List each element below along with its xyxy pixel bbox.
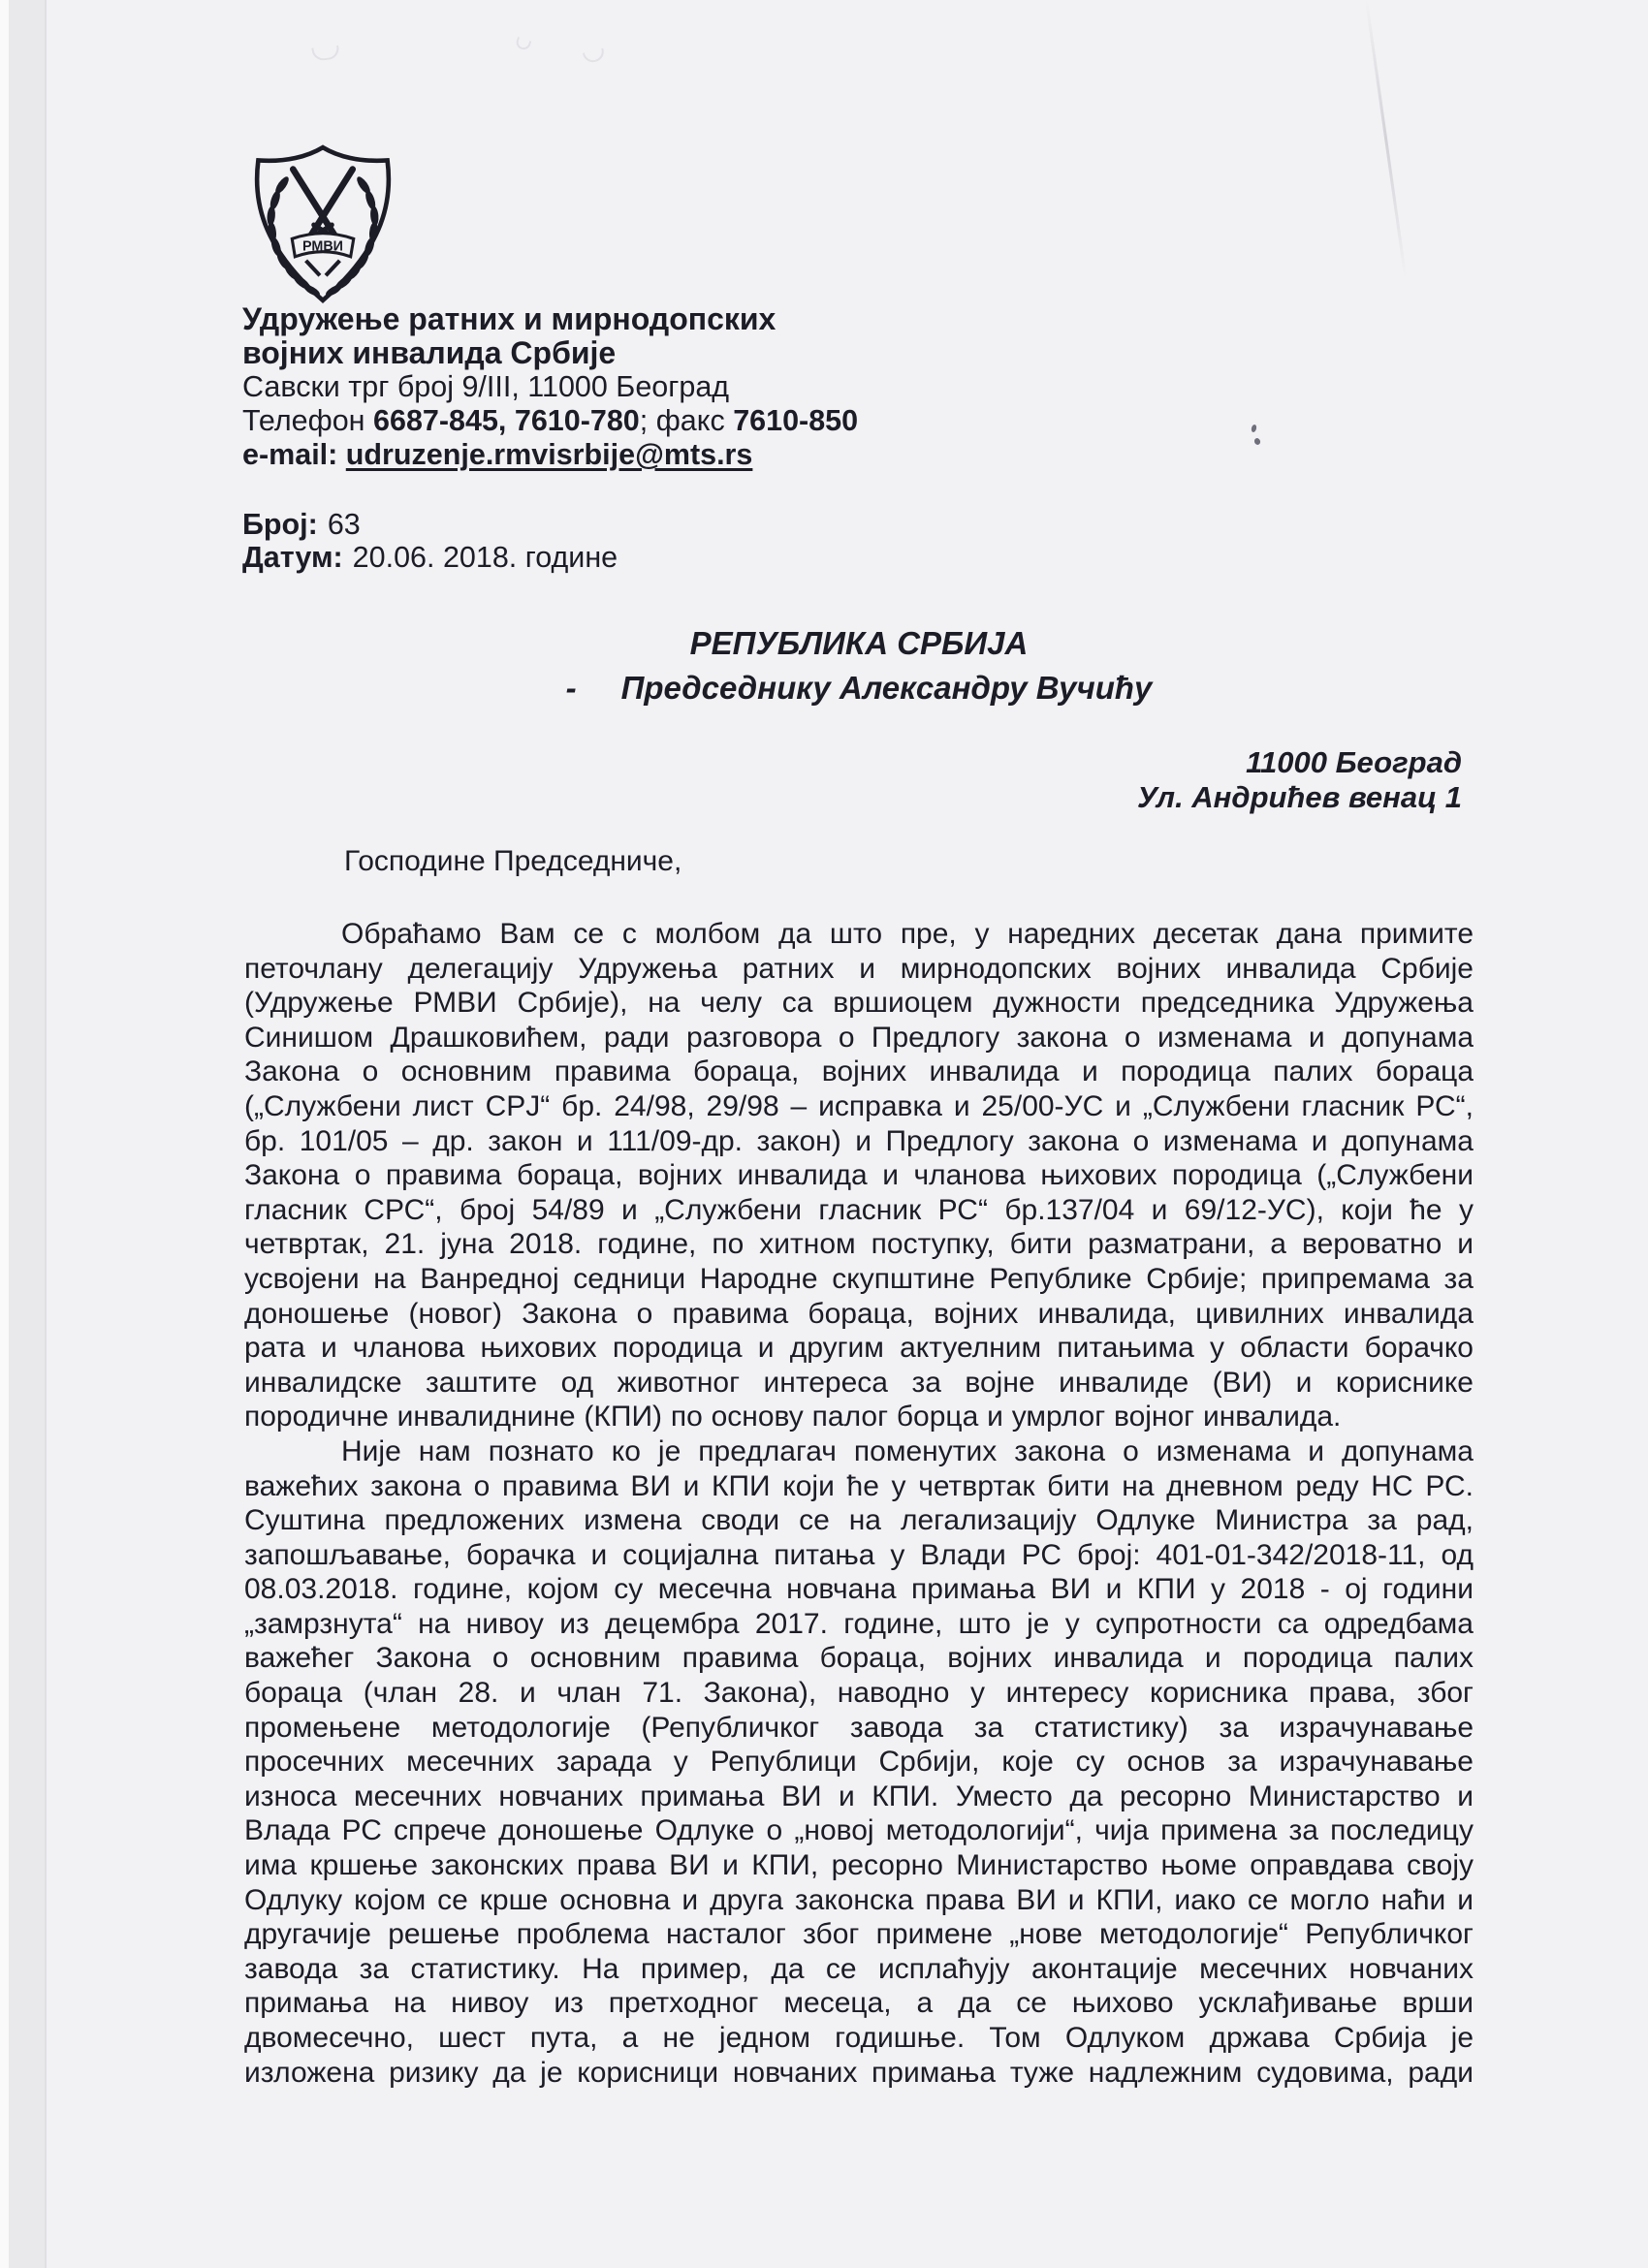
body-line: (Удружење РМВИ Србије), на челу са вршиоцем дужности председника Удружења (244, 987, 1474, 1020)
fax-number: 7610-850 (733, 404, 859, 437)
letterhead (242, 302, 858, 472)
email-label: e-mail: (242, 438, 346, 471)
body-line: гласник СРС“, број 54/89 и „Службени гласник РС“ бр.137/04 и 69/12-УС), који ће у (244, 1193, 1474, 1226)
date-value: 20.06. 2018. године (352, 541, 618, 574)
body-line: инвалидске заштите од животног интереса за војне инвалиде (ВИ) и кориснике (244, 1366, 1474, 1399)
letter-date-line (242, 541, 618, 574)
scanner-edge-highlight (0, 0, 9, 2268)
body-line: Обраћамо Вам се с молбом да што пре, у наредних десетак дана примите (341, 918, 1474, 950)
addressee-address (1137, 745, 1462, 815)
body-line: Није нам познато ко је предлагач поменутих закона о изменама и допунама (341, 1434, 1474, 1467)
list-dash: - (565, 670, 577, 706)
phone-number-2: 7610-780 (514, 404, 640, 437)
logo-abbreviation: РМВИ (302, 238, 343, 255)
org-email-line (242, 438, 858, 472)
paper-crease (1365, 0, 1407, 278)
body-line: бораца (члан 28. и члан 71. Закона), наводно у интересу корисника права, због (244, 1677, 1474, 1710)
body-line: изложена ризику да је корисници новчаних примања туже надлежним судовима, ради (244, 2056, 1474, 2089)
number-value: 63 (327, 508, 361, 541)
body-line: важећег Закона о основним правима бораца, војних инвалида и породица палих (244, 1642, 1474, 1675)
pencil-mark (515, 37, 532, 51)
body-line: рата и чланова њихових породица и другим актуелним питањима у области борачко (244, 1332, 1474, 1365)
pencil-mark (583, 48, 606, 65)
reference-block (242, 508, 618, 574)
body-line: двомесечно, шест пута, а не једном годишње. Том Одлуком држава Србија је (244, 2022, 1474, 2054)
fax-label: ; факс (639, 404, 734, 437)
addressee-street: Ул. Андрићев венац 1 (1136, 780, 1462, 814)
addressee-country: РЕПУБЛИКА СРБИЈА (689, 625, 1029, 661)
paper-edge (45, 0, 47, 2268)
number-label: Број: (242, 508, 318, 541)
addressee-city: 11000 Београд (1246, 745, 1462, 779)
phone-label: Телефон (242, 404, 374, 437)
body-line: Закона о основним правима бораца, војних инвалида и породица палих бораца (244, 1055, 1474, 1088)
body-line: породичне инвалиднине (КПИ) по основу палог борца и умрлог војног инвалида. (244, 1401, 1342, 1433)
body-line: доношење (новог) Закона о правима бораца, војних инвалида, цивилних инвалида (244, 1297, 1474, 1330)
salutation: Господине Председниче, (344, 845, 682, 877)
crossed-swords (293, 170, 352, 242)
body-line: усвојени на Ванредној седници Народне скупштине Републике Србије; припремама за (244, 1262, 1474, 1295)
body-line: „замрзнута“ на нивоу из децембра 2017. године, што је у супротности са одредбама (244, 1607, 1474, 1640)
body-line: другачије решење проблема насталог због примене „нове методологије“ Републичког (244, 1918, 1474, 1951)
addressee-recipient: Председнику Александру Вучићу (620, 670, 1153, 706)
org-address: Савски трг број 9/III, 11000 Београд (242, 370, 730, 403)
body-line: 08.03.2018. године, којом су месечна новчана примања ВИ и КПИ у 2018 - ој години (244, 1573, 1474, 1606)
body-line: Суштина предложених измена своди се на легализацију Одлуке Министра за рад, (244, 1504, 1474, 1537)
body-line: запошљавање, борачка и социјална питања у Влади РС број: 401-01-342/2018-11, од (244, 1538, 1474, 1571)
body-line: Одлуку којом се крше основна и друга законска права ВИ и КПИ, иако се могло наћи и (244, 1883, 1474, 1916)
body-line: Влада РС спрече доношење Одлуке о „новој методологији“, чија примена за последицу (244, 1814, 1474, 1847)
body-line: има кршење законских права ВИ и КПИ, ресорно Министарство њоме оправдава своју (244, 1849, 1474, 1882)
scan-speck (1253, 437, 1261, 446)
body-line: четвртак, 21. јуна 2018. године, по хитном поступку, бити разматрани, а вероватно и (244, 1228, 1474, 1261)
body-line: Закона о правима бораца, војних инвалида и чланова њихових породица („Службени (244, 1159, 1474, 1192)
phone-number-1: 6687-845, (373, 404, 515, 437)
org-name-line2: војних инвалида Србије (242, 335, 617, 370)
body-line: („Службени лист СРЈ“ бр. 24/98, 29/98 – исправка и 25/00-УС и „Службени гласник РС“, (244, 1089, 1474, 1122)
body-line: петочлану делегацију Удружења ратних и мирнодопских војних инвалида Србије (244, 952, 1474, 985)
email-address: udruzenje.rmvisrbije@mts.rs (345, 438, 753, 471)
body-line: примања на нивоу из претходног месеца, а да се њихово усклађивање врши (244, 1987, 1474, 2020)
body-line: завода за статистику. На пример, да се исплаћују аконтације месечних новчаних (244, 1952, 1474, 1985)
rmvi-shield-logo (248, 143, 397, 304)
pencil-mark (311, 46, 339, 62)
body-line: износа месечних новчаних примања ВИ и КПИ. Уместо да ресорно Министарство и (244, 1780, 1474, 1812)
letter-body (244, 917, 1474, 2090)
body-line: просечних месечних зарада у Републици Србији, које су основ за израчунавање (244, 1746, 1474, 1779)
body-line: бр. 101/05 – др. закон и 111/09-др. закон) и Предлогу закона о изменама и допунама (244, 1124, 1474, 1157)
logo-banner (292, 234, 354, 257)
body-line: важећих закона о правима ВИ и КПИ који ће у четвртак бити на дневном реду НС РС. (244, 1469, 1474, 1502)
org-phone-line (242, 404, 858, 438)
date-label: Датум: (242, 541, 343, 574)
body-line: промењене методологије (Републичког завода за статистику) за израчунавање (244, 1711, 1474, 1744)
letter-number-line (242, 508, 618, 541)
body-line: Синишом Драшковићем, ради разговора о Предлогу закона о изменама и допунама (244, 1021, 1474, 1054)
addressee-recipient-line (244, 670, 1474, 707)
scan-speck (1251, 424, 1257, 432)
org-name-line1: Удружење ратних и мирнодопских (242, 301, 776, 336)
